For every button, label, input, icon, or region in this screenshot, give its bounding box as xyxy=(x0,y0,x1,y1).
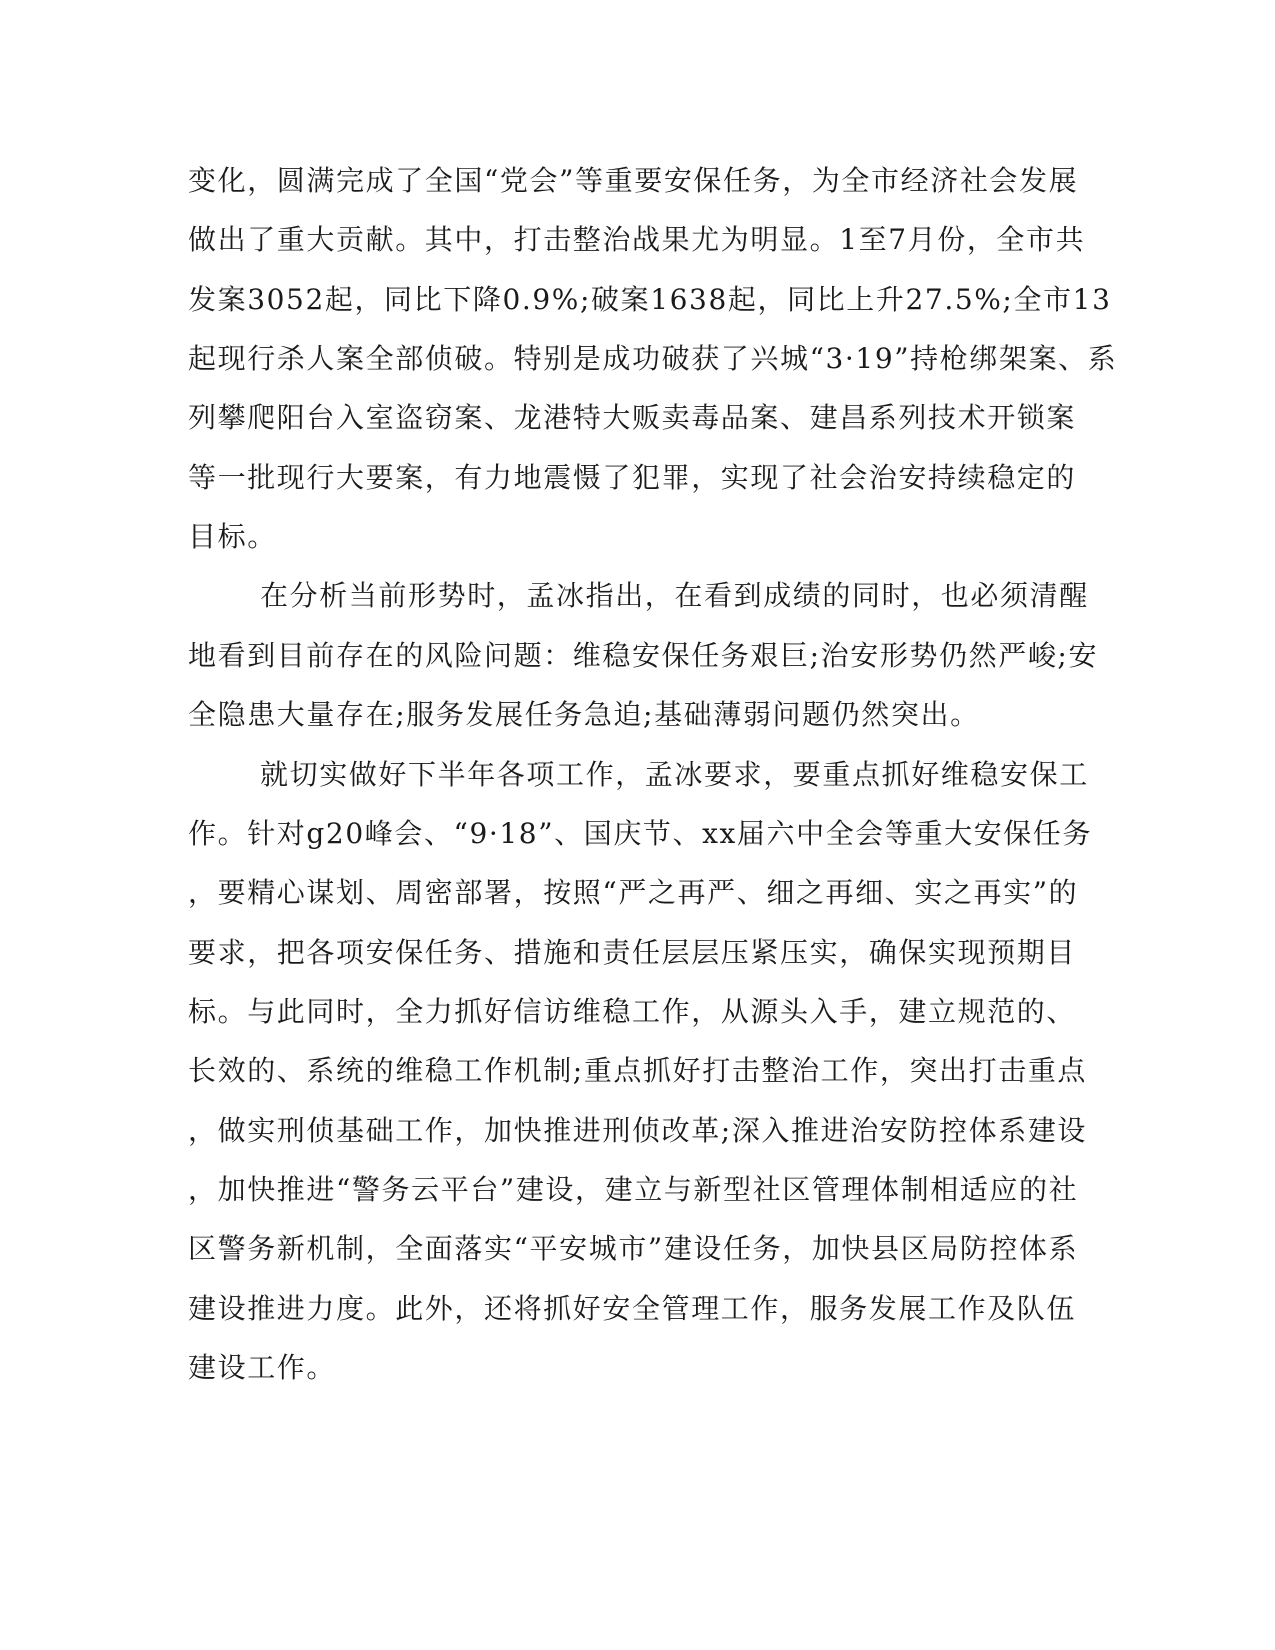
paragraph-3-line-11: 建设工作。 xyxy=(188,1351,337,1384)
paragraph-2-line-3: 全隐患大量存在;服务发展任务急迫;基础薄弱问题仍然突出。 xyxy=(188,698,980,731)
paragraph-3-line-7: ，做实刑侦基础工作，加快推进刑侦改革;深入推进治安防控体系建设 xyxy=(188,1114,1088,1147)
paragraph-2-line-2: 地看到目前存在的风险问题：维稳安保任务艰巨;治安形势仍然严峻;安 xyxy=(188,639,1099,672)
paragraph-1-line-5: 列攀爬阳台入室盗窃案、龙港特大贩卖毒品案、建昌系列技术开锁案 xyxy=(188,401,1077,434)
paragraph-2-line-1: 在分析当前形势时，孟冰指出，在看到成绩的同时，也必须清醒 xyxy=(260,579,1089,612)
paragraph-3-line-2: 作。针对g20峰会、“9·18”、国庆节、xx届六中全会等重大安保任务 xyxy=(188,817,1093,850)
paragraph-3-line-4: 要求，把各项安保任务、措施和责任层层压紧压实，确保实现预期目 xyxy=(188,936,1077,969)
paragraph-3-line-1: 就切实做好下半年各项工作，孟冰要求，要重点抓好维稳安保工 xyxy=(260,758,1089,791)
paragraph-3-line-6: 长效的、系统的维稳工作机制;重点抓好打击整治工作，突出打击重点 xyxy=(188,1054,1088,1087)
paragraph-1-line-4: 起现行杀人案全部侦破。特别是成功破获了兴城“3·19”持枪绑架案、系 xyxy=(188,342,1118,375)
paragraph-1-line-3: 发案3052起，同比下降0.9%;破案1638起，同比上升27.5%;全市13 xyxy=(188,283,1112,316)
paragraph-3-line-8: ，加快推进“警务云平台”建设，建立与新型社区管理体制相适应的社 xyxy=(188,1173,1079,1206)
paragraph-1-line-6: 等一批现行大要案，有力地震慑了犯罪，实现了社会治安持续稳定的 xyxy=(188,461,1077,494)
paragraph-1-line-7: 目标。 xyxy=(188,520,277,553)
paragraph-3-line-3: ，要精心谋划、周密部署，按照“严之再严、细之再细、实之再实”的 xyxy=(188,876,1079,909)
paragraph-3-line-9: 区警务新机制，全面落实“平安城市”建设任务，加快县区局防控体系 xyxy=(188,1232,1079,1265)
paragraph-3-line-10: 建设推进力度。此外，还将抓好安全管理工作，服务发展工作及队伍 xyxy=(188,1292,1077,1325)
paragraph-1-line-1: 变化，圆满完成了全国“党会”等重要安保任务，为全市经济社会发展 xyxy=(188,164,1079,197)
paragraph-1-line-2: 做出了重大贡献。其中，打击整治战果尤为明显。1至7月份，全市共 xyxy=(188,223,1086,256)
paragraph-3-line-5: 标。与此同时，全力抓好信访维稳工作，从源头入手，建立规范的、 xyxy=(188,995,1077,1028)
